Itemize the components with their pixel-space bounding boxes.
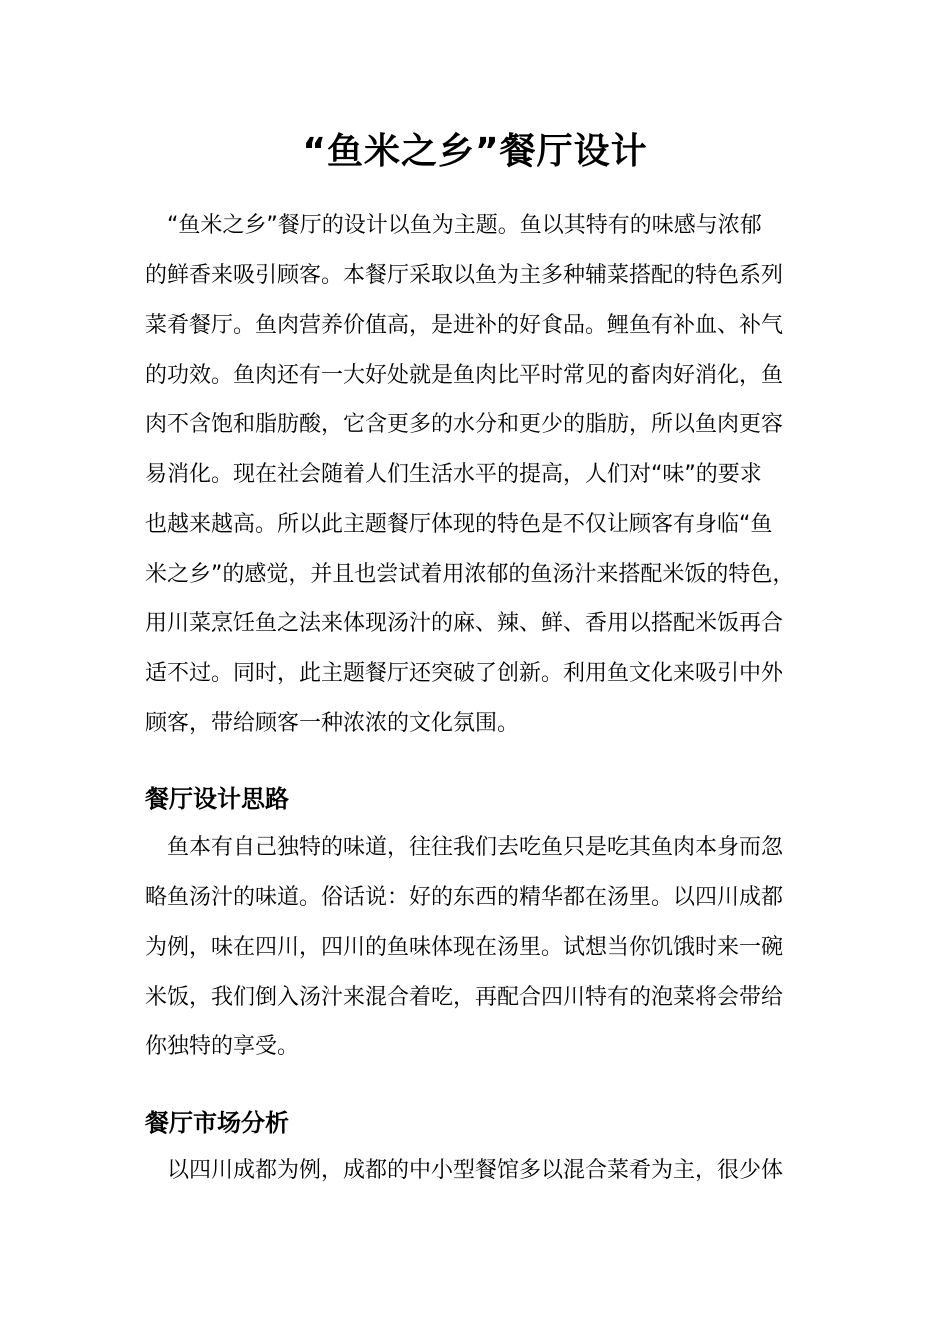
- section-heading-design-idea: 餐厅设计思路: [145, 785, 289, 813]
- text-line: 你独特的享受。: [145, 1034, 300, 1059]
- section-heading-market-analysis: 餐厅市场分析: [145, 1109, 289, 1137]
- text-line: 的鲜香来吸引顾客。本餐厅采取以鱼为主多种辅菜搭配的特色系列: [145, 263, 784, 288]
- text-line: 的功效。鱼肉还有一大好处就是鱼肉比平时常见的畜肉好消化，鱼: [145, 363, 784, 388]
- text-line: 米之乡”的感觉，并且也尝试着用浓郁的鱼汤汁来搭配米饭的特色，: [145, 562, 795, 587]
- text-line: 鱼本有自己独特的味道，往往我们去吃鱼只是吃其鱼肉本身而忽: [145, 835, 784, 860]
- text-line: 适不过。同时，此主题餐厅还突破了创新。利用鱼文化来吸引中外: [145, 661, 784, 686]
- text-line: 以四川成都为例，成都的中小型餐馆多以混合菜肴为主，很少体: [145, 1158, 784, 1183]
- text-line: “鱼米之乡”餐厅的设计以鱼为主题。鱼以其特有的味感与浓郁: [145, 213, 762, 238]
- page-title: “鱼米之乡”餐厅设计: [302, 131, 648, 172]
- text-line: 为例，味在四川，四川的鱼味体现在汤里。试想当你饥饿时来一碗: [145, 935, 784, 960]
- text-line: 也越来越高。所以此主题餐厅体现的特色是不仅让顾客有身临“鱼: [145, 512, 773, 537]
- text-line: 易消化。现在社会随着人们生活水平的提高，人们对“味”的要求: [145, 462, 762, 487]
- text-line: 顾客，带给顾客一种浓浓的文化氛围。: [145, 711, 520, 736]
- text-line: 米饭，我们倒入汤汁来混合着吃，再配合四川特有的泡菜将会带给: [145, 985, 784, 1010]
- text-line: 菜肴餐厅。鱼肉营养价值高，是进补的好食品。鲤鱼有补血、补气: [145, 313, 784, 338]
- text-line: 肉不含饱和脂肪酸，它含更多的水分和更少的脂肪，所以鱼肉更容: [145, 412, 784, 437]
- text-line: 用川菜烹饪鱼之法来体现汤汁的麻、辣、鲜、香用以搭配米饭再合: [145, 611, 784, 636]
- text-line: 略鱼汤汁的味道。俗话说：好的东西的精华都在汤里。以四川成都: [145, 885, 784, 910]
